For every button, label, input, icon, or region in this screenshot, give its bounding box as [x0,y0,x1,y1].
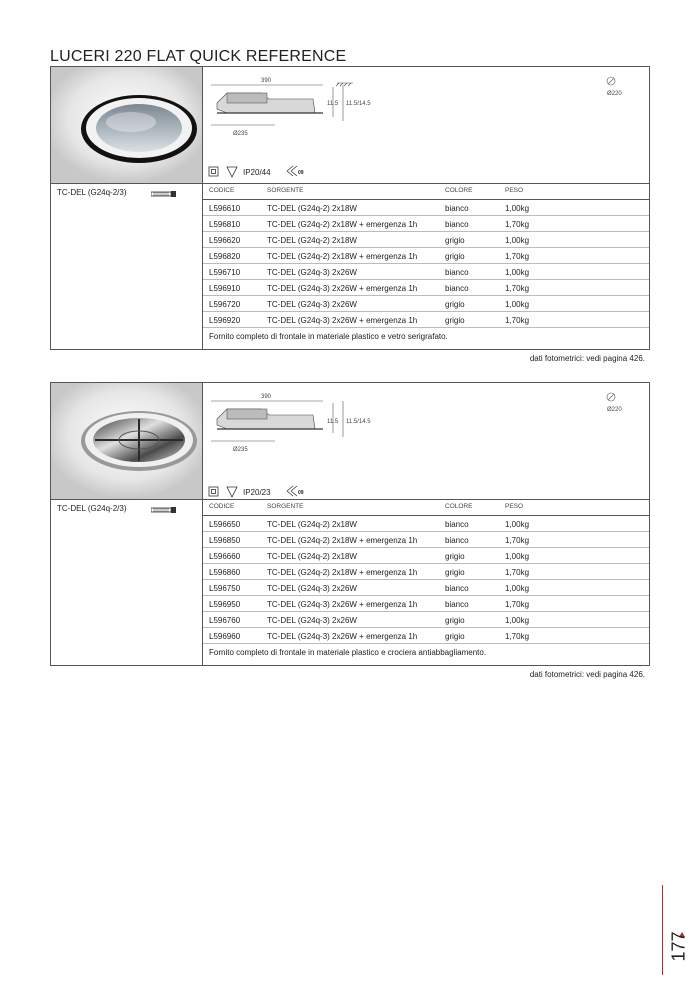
source-label: TC-DEL (G24q-2/3) [57,188,127,197]
header-code: CODICE [209,187,235,194]
product-section-2 [50,382,650,666]
product-section-1 [50,66,650,350]
table-row [203,248,649,264]
cell-weight: 1,70kg [505,316,530,325]
section-note: Fornito completo di frontale in materiale plastico e crociera antiabbagliamento. [209,648,487,657]
cell-source: TC-DEL (G24q-3) 2x26W + emergenza 1h [267,284,418,293]
cell-source: TC-DEL (G24q-2) 2x18W + emergenza 1h [267,536,418,545]
cell-source: TC-DEL (G24q-2) 2x18W + emergenza 1h [267,568,418,577]
ip-rating: IP20/44 [243,168,271,177]
cell-source: TC-DEL (G24q-3) 2x26W [267,268,357,277]
header-color: COLORE [445,503,473,510]
cell-weight: 1,70kg [505,536,530,545]
dim-diameter: Ø235 [233,447,248,453]
cell-code: L596760 [209,616,241,625]
cell-color: bianco [445,584,469,593]
cell-code: L596950 [209,600,241,609]
dim-width: 390 [261,78,272,84]
dim-height-a: 11.5 [327,101,339,107]
table-row [203,564,649,580]
cell-weight: 1,00kg [505,552,530,561]
page-number-rule [662,885,663,975]
source-cell [51,500,203,665]
table-row [203,200,649,216]
cell-source: TC-DEL (G24q-3) 2x26W [267,300,357,309]
cell-code: L596810 [209,220,241,229]
downlight-photo-icon [51,383,203,499]
cell-weight: 1,00kg [505,204,530,213]
cell-code: L596960 [209,632,241,641]
cell-code: L596920 [209,316,241,325]
table-row [203,612,649,628]
table-row [203,264,649,280]
technical-drawing-1 [203,67,649,183]
table-row [203,216,649,232]
table-row [203,516,649,532]
cell-color: bianco [445,536,469,545]
page-number: 177 [668,931,689,962]
cell-weight: 1,00kg [505,616,530,625]
cell-weight: 1,70kg [505,600,530,609]
page-title: LUCERI 220 FLAT QUICK REFERENCE [50,48,347,65]
cell-weight: 1,70kg [505,220,530,229]
cell-weight: 1,70kg [505,252,530,261]
cell-source: TC-DEL (G24q-3) 2x26W [267,584,357,593]
header-weight: PESO [505,187,524,194]
cell-source: TC-DEL (G24q-2) 2x18W + emergenza 1h [267,220,418,229]
cell-code: L596820 [209,252,241,261]
cell-code: L596660 [209,552,241,561]
cell-source: TC-DEL (G24q-3) 2x26W + emergenza 1h [267,632,418,641]
header-code: CODICE [209,503,235,510]
cell-weight: 1,00kg [505,236,530,245]
class-ii-icon [209,487,218,496]
dim-height-b: 11.5/14.5 [346,419,371,425]
cell-code: L596720 [209,300,241,309]
table-row [203,532,649,548]
cell-code: L596610 [209,204,241,213]
cell-code: L596750 [209,584,241,593]
cell-weight: 1,70kg [505,632,530,641]
dim-cutout: Ø220 [607,91,622,97]
cell-color: grigio [445,300,465,309]
cell-code: L596910 [209,284,241,293]
product-photo-2 [51,383,203,499]
table-row [203,312,649,328]
cell-source: TC-DEL (G24q-2) 2x18W [267,520,357,529]
f-mark-icon [227,487,237,497]
table-row [203,580,649,596]
cell-source: TC-DEL (G24q-2) 2x18W [267,236,357,245]
table-row [203,628,649,644]
cell-color: grigio [445,616,465,625]
cell-code: L596650 [209,520,241,529]
dim-width: 390 [261,394,272,400]
cell-color: grigio [445,252,465,261]
cert-mark-icon [287,486,297,496]
section-note: Fornito completo di frontale in materiale plastico e vetro serigrafato. [209,332,448,341]
cell-weight: 1,00kg [505,584,530,593]
class-ii-icon [209,167,218,176]
cell-color: grigio [445,236,465,245]
cell-source: TC-DEL (G24q-2) 2x18W + emergenza 1h [267,252,418,261]
photometric-footnote: dati fotometrici: vedi pagina 426. [529,354,645,363]
dim-cutout: Ø220 [607,407,622,413]
cell-weight: 1,70kg [505,284,530,293]
product-photo-1 [51,67,203,183]
cell-color: grigio [445,568,465,577]
downlight-photo-icon [51,67,203,183]
cell-color: grigio [445,316,465,325]
cell-color: bianco [445,600,469,609]
cell-source: TC-DEL (G24q-3) 2x26W [267,616,357,625]
photometric-footnote: dati fotometrici: vedi pagina 426. [529,670,645,679]
cell-color: bianco [445,204,469,213]
header-source: SORGENTE [267,503,304,510]
cell-code: L596710 [209,268,241,277]
dim-height-b: 11.5/14.5 [346,101,371,107]
cell-source: TC-DEL (G24q-3) 2x26W + emergenza 1h [267,316,418,325]
cell-source: TC-DEL (G24q-2) 2x18W [267,552,357,561]
ip-rating: IP20/23 [243,488,271,497]
product-table-1 [203,184,649,349]
cell-color: bianco [445,284,469,293]
f-mark-icon [227,167,237,177]
source-cell [51,184,203,349]
header-weight: PESO [505,503,524,510]
cell-code: L596850 [209,536,241,545]
cell-weight: 1,70kg [505,568,530,577]
cert-mark-text: 09 [298,490,304,496]
cell-color: grigio [445,632,465,641]
table-row [203,548,649,564]
header-source: SORGENTE [267,187,304,194]
cell-code: L596860 [209,568,241,577]
header-color: COLORE [445,187,473,194]
source-label: TC-DEL (G24q-2/3) [57,504,127,513]
product-table-2 [203,500,649,665]
cert-mark-text: 09 [298,170,304,176]
cell-weight: 1,00kg [505,268,530,277]
lamp-tube-icon [151,190,179,198]
cell-weight: 1,00kg [505,300,530,309]
lamp-tube-icon [151,506,179,514]
cell-color: bianco [445,220,469,229]
cell-weight: 1,00kg [505,520,530,529]
cell-color: bianco [445,520,469,529]
table-row [203,596,649,612]
cell-source: TC-DEL (G24q-3) 2x26W + emergenza 1h [267,600,418,609]
table-row [203,296,649,312]
cell-color: grigio [445,552,465,561]
cell-source: TC-DEL (G24q-2) 2x18W [267,204,357,213]
cell-color: bianco [445,268,469,277]
technical-drawing-2 [203,383,649,499]
table-header [203,184,649,200]
dim-diameter: Ø235 [233,131,248,137]
cert-mark-icon [287,166,297,176]
dim-height-a: 11.5 [327,419,339,425]
table-row [203,280,649,296]
cell-code: L596620 [209,236,241,245]
table-row [203,232,649,248]
table-header [203,500,649,516]
